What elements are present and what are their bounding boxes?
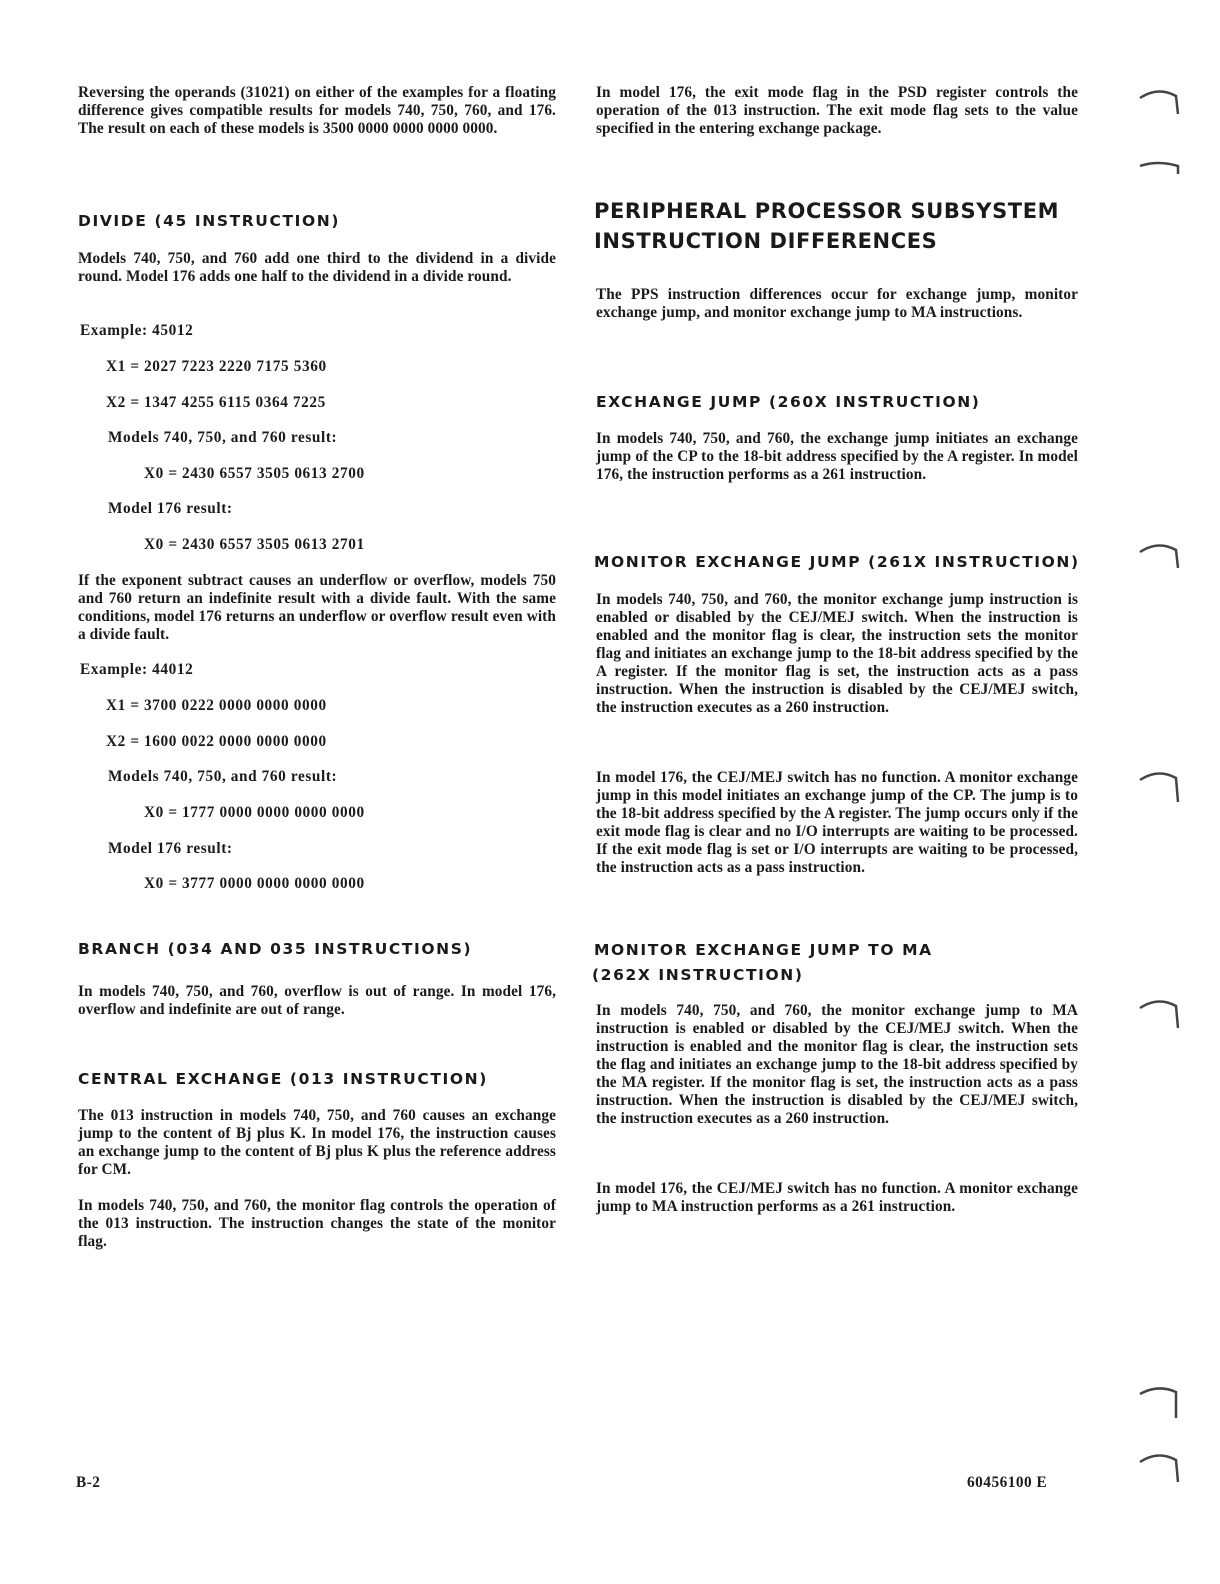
- central-exchange-paragraph-2: In models 740, 750, and 760, the monitor flag controls the operation of the 013 instruction. The instruction changes the state of the monitor flag.: [78, 1197, 556, 1250]
- monitor-ma-heading-line-2: (262X INSTRUCTION): [592, 966, 804, 984]
- binder-hole-mark-icon: [1136, 84, 1184, 124]
- monitor-ma-paragraph-2: In model 176, the CEJ/MEJ switch has no function. A monitor exchange jump to MA instruction performs as a 261 instruction.: [596, 1180, 1078, 1215]
- example-1-models-result: Models 740, 750, and 760 result:: [108, 429, 338, 446]
- monitor-exchange-jump-heading: MONITOR EXCHANGE JUMP (261X INSTRUCTION): [594, 553, 1080, 571]
- central-exchange-heading: CENTRAL EXCHANGE (013 INSTRUCTION): [78, 1070, 488, 1088]
- binder-hole-mark-icon: [1136, 766, 1184, 806]
- example-2-label: Example: 44012: [80, 661, 194, 678]
- binder-hole-mark-icon: [1136, 538, 1184, 578]
- monitor-exchange-jump-paragraph-1: In models 740, 750, and 760, the monitor exchange jump instruction is enabled or disabled by the CEJ/MEJ switch. When the instruction is enabled and the monitor flag is clear, the instruction sets the monitor flag and initiates an exchange jump to the 18-bit address specified by the A register. If the monitor flag is set, the instruction acts as a pass instruction. When the instruction is disabled by the CEJ/MEJ switch, the instruction executes as a 260 instruction.: [596, 591, 1078, 716]
- divide-paragraph: Models 740, 750, and 760 add one third to the dividend in a divide round. Model 176 adds one half to the dividend in a divide round.: [78, 250, 556, 285]
- example-2-x1: X1 = 3700 0222 0000 0000 0000: [106, 697, 327, 714]
- branch-heading: BRANCH (034 AND 035 INSTRUCTIONS): [78, 940, 473, 958]
- example-1-176-result: Model 176 result:: [108, 500, 233, 517]
- example-1-x2: X2 = 1347 4255 6115 0364 7225: [106, 394, 326, 411]
- binder-hole-mark-icon: [1136, 994, 1184, 1034]
- monitor-ma-paragraph-1: In models 740, 750, and 760, the monitor exchange jump to MA instruction is enabled or disabled by the CEJ/MEJ switch. When the instruction is enabled and the monitor flag is clear, the instruction sets the flag and initiates an exchange jump to the 18-bit address specified by the MA register. If the monitor flag is set, the instruction acts as a pass instruction. When the instruction is disabled by the CEJ/MEJ switch, the instruction executes as a 260 instruction.: [596, 1002, 1078, 1127]
- page-number: B-2: [76, 1474, 101, 1491]
- monitor-exchange-jump-paragraph-2: In model 176, the CEJ/MEJ switch has no function. A monitor exchange jump in this model initiates an exchange jump of the CP. The jump is to the 18-bit address specified by the A register. The jump occurs only if the exit mode flag is clear and no I/O interrupts are waiting to be processed. If the exit mode flag is set or I/O interrupts are waiting to be processed, the instruction acts as a pass instruction.: [596, 769, 1078, 876]
- example-2-x0-models: X0 = 1777 0000 0000 0000 0000: [144, 804, 365, 821]
- exchange-jump-heading: EXCHANGE JUMP (260X INSTRUCTION): [596, 393, 981, 411]
- binder-hole-mark-icon: [1136, 1380, 1184, 1420]
- binder-hole-mark-icon: [1136, 152, 1184, 192]
- branch-paragraph: In models 740, 750, and 760, overflow is out of range. In model 176, overflow and indefinite are out of range.: [78, 983, 556, 1018]
- example-1-x0-176: X0 = 2430 6557 3505 0613 2701: [144, 536, 365, 553]
- document-number: 60456100 E: [967, 1474, 1048, 1491]
- intro-paragraph: Reversing the operands (31021) on either of the examples for a floating difference gives compatible results for models 740, 750, 760, and 176. The result on each of these models is 3500 0000 0000 0000 0000.: [78, 84, 556, 137]
- pps-heading: [594, 196, 1084, 256]
- exchange-jump-paragraph: In models 740, 750, and 760, the exchange jump initiates an exchange jump of the CP to the 18-bit address specified by the A register. In model 176, the instruction performs as a 261 instruction.: [596, 430, 1078, 483]
- example-2-176-result: Model 176 result:: [108, 840, 233, 857]
- example-1-x0-models: X0 = 2430 6557 3505 0613 2700: [144, 465, 365, 482]
- exit-mode-paragraph: In model 176, the exit mode flag in the PSD register controls the operation of the 013 instruction. The exit mode flag sets to the value specified in the entering exchange package.: [596, 84, 1078, 137]
- example-1-x1: X1 = 2027 7223 2220 7175 5360: [106, 358, 327, 375]
- pps-paragraph: The PPS instruction differences occur for exchange jump, monitor exchange jump, and monitor exchange jump to MA instructions.: [596, 286, 1078, 321]
- divide-heading: DIVIDE (45 INSTRUCTION): [78, 212, 341, 230]
- monitor-ma-heading-line-1: MONITOR EXCHANGE JUMP TO MA: [594, 941, 933, 959]
- example-2-x2: X2 = 1600 0022 0000 0000 0000: [106, 733, 327, 750]
- example-2-x0-176: X0 = 3777 0000 0000 0000 0000: [144, 875, 365, 892]
- example-1-label: Example: 45012: [80, 322, 194, 339]
- pps-heading-line-2: INSTRUCTION DIFFERENCES: [594, 229, 938, 253]
- example-2-models-result: Models 740, 750, and 760 result:: [108, 768, 338, 785]
- central-exchange-paragraph-1: The 013 instruction in models 740, 750, and 760 causes an exchange jump to the content of Bj plus K. In model 176, the instruction causes an exchange jump to the content of Bj plus K plus the reference address for CM.: [78, 1107, 556, 1178]
- divide-fault-paragraph: If the exponent subtract causes an underflow or overflow, models 750 and 760 return an indefinite result with a divide fault. With the same conditions, model 176 returns an underflow or overflow result even with a divide fault.: [78, 572, 556, 643]
- pps-heading-line-1: PERIPHERAL PROCESSOR SUBSYSTEM: [594, 199, 1060, 223]
- binder-hole-mark-icon: [1136, 1448, 1184, 1488]
